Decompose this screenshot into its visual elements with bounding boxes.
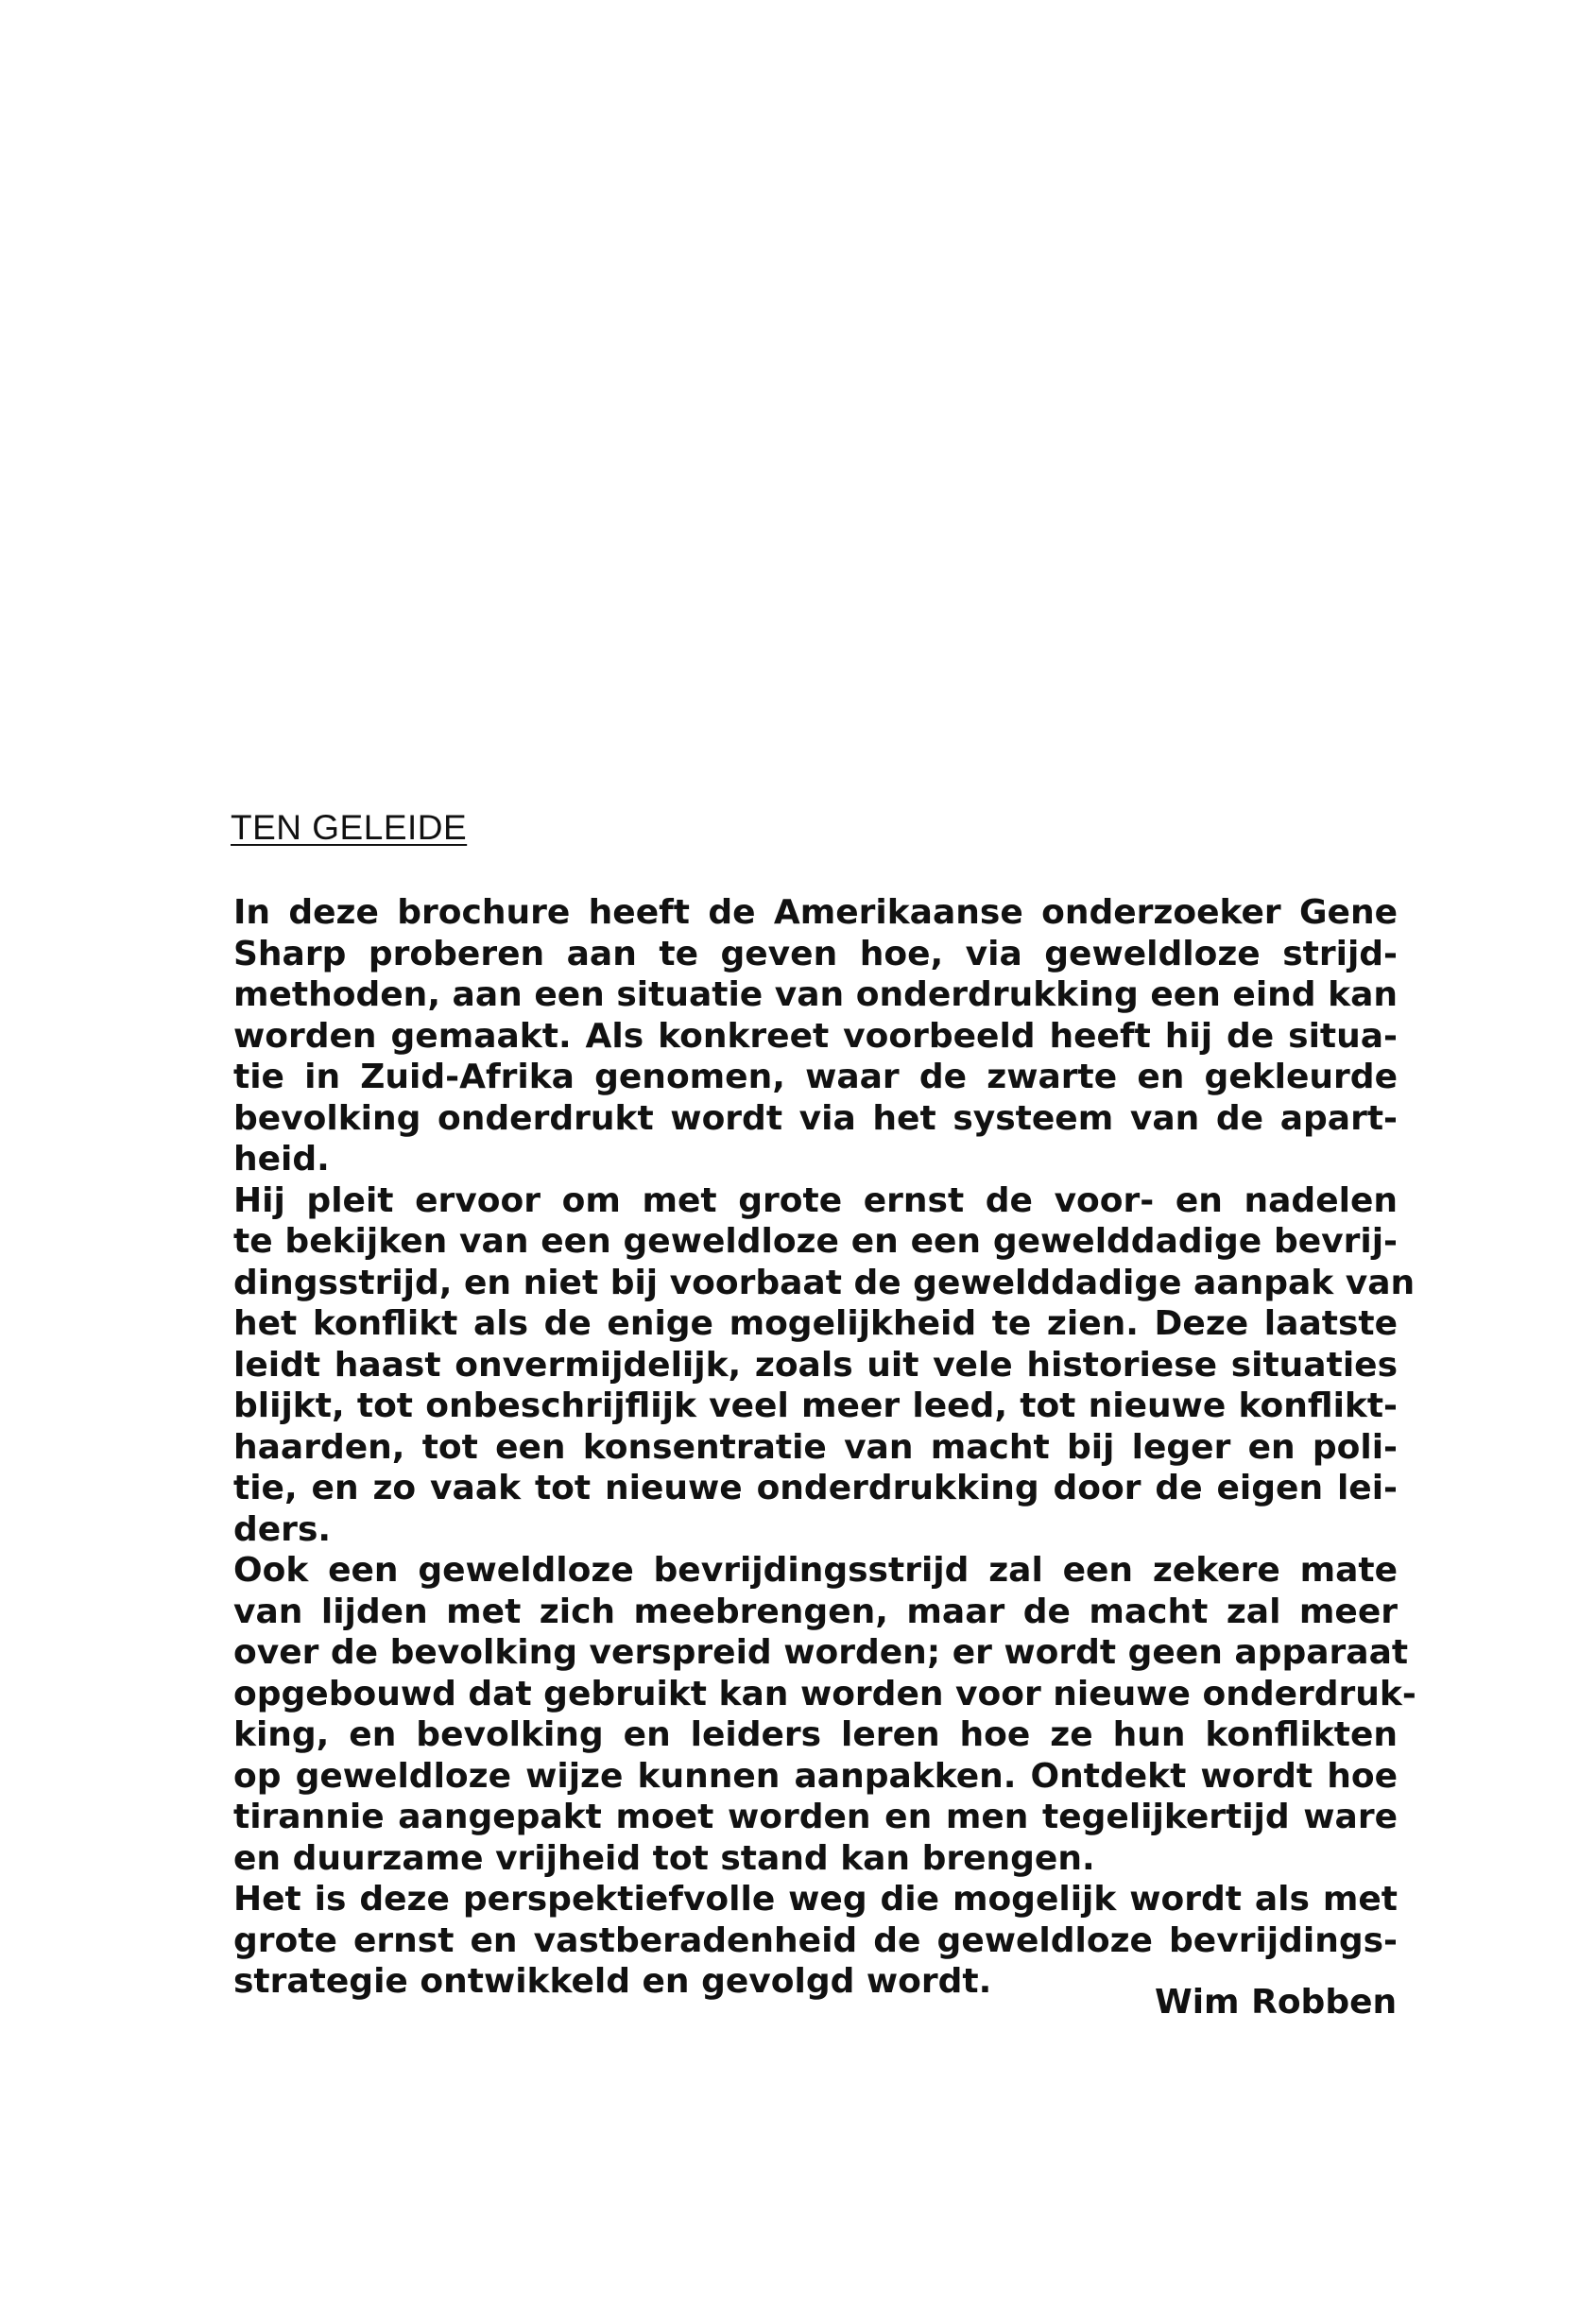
paragraph-3 [233,1550,1416,1879]
text-line: heid. [233,1140,330,1179]
text-line: strategie ontwikkeld en gevolgd wordt. [233,1962,992,2001]
text-line: van lijden met zich meebrengen, maar de macht zal meer [233,1592,1398,1631]
text-line: opgebouwd dat gebruikt kan worden voor nieuwe onderdruk- [233,1674,1416,1713]
text-line: leidt haast onvermijdelijk, zoals uit vele historiese situaties [233,1345,1398,1385]
paragraph-2 [233,1180,1416,1551]
text-line: over de bevolking verspreid worden; er wordt geen apparaat [233,1633,1409,1672]
document-heading: TEN GELEIDE [231,808,468,847]
text-line: bevolking onderdrukt wordt via het systeem van de apart- [233,1098,1398,1138]
text-line: haarden, tot een konsentratie van macht bij leger en poli- [233,1427,1398,1467]
text-line: king, en bevolking en leiders leren hoe ze hun konflikten [233,1715,1398,1754]
paragraph-1 [233,892,1398,1180]
text-line: dingsstrijd, en niet bij voorbaat de gewelddadige aanpak van [233,1263,1416,1302]
text-line: tie in Zuid-Afrika genomen, waar de zwarte en gekleurde [233,1058,1398,1096]
text-line: tie, en zo vaak tot nieuwe onderdrukking door de eigen lei- [233,1469,1398,1507]
text-line: Ook een geweldloze bevrijdingsstrijd zal een zekere mate [233,1551,1398,1590]
text-line: te bekijken van een geweldloze en een gewelddadige bevrij- [233,1222,1398,1261]
text-line: Het is deze perspektiefvolle weg die mogelijk wordt als met [233,1880,1398,1919]
text-line: methoden, aan een situatie van onderdrukking een eind kan [233,975,1398,1014]
text-line: worden gemaakt. Als konkreet voorbeeld heeft hij de situa- [233,1016,1398,1056]
text-line: In deze brochure heeft de Amerikaanse onderzoeker Gene [233,893,1398,932]
text-line: op geweldloze wijze kunnen aanpakken. Ontdekt wordt hoe [233,1756,1398,1796]
text-line: blijkt, tot onbeschrijflijk veel meer leed, tot nieuwe konflikt- [233,1386,1398,1425]
body-text [233,892,1416,2003]
text-line: en duurzame vrijheid tot stand kan brengen. [233,1838,1095,1878]
author-signature: Wim Robben [1155,1983,1398,2022]
text-line: ders. [233,1509,332,1549]
text-line: Sharp proberen aan te geven hoe, via geweldloze strijd- [233,934,1398,973]
text-line: het konflikt als de enige mogelijkheid te zien. Deze laatste [233,1304,1398,1343]
text-line: grote ernst en vastberadenheid de geweldloze bevrijdings- [233,1920,1398,1960]
text-line: tirannie aangepakt moet worden en men tegelijkertijd ware [233,1798,1398,1836]
text-line: Hij pleit ervoor om met grote ernst de voor- en nadelen [233,1180,1398,1220]
